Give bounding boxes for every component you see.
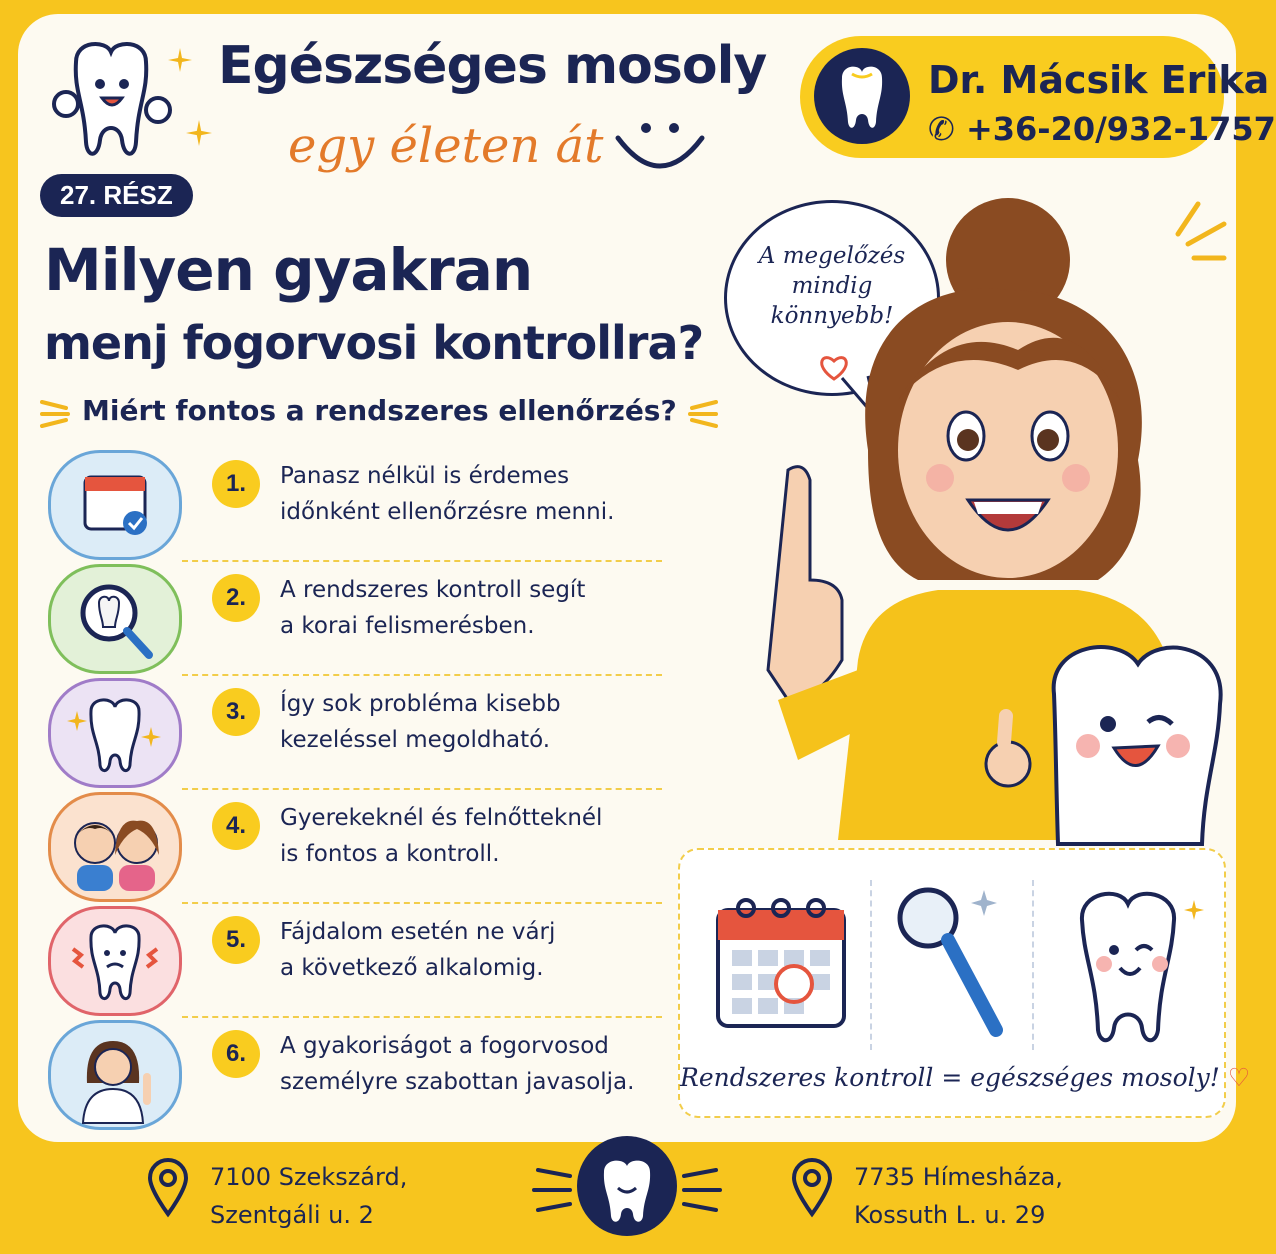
smile-icon [612,114,708,178]
item-text: A gyakoriságot a fogorvosod személyre szabottan javasolja. [280,1033,635,1095]
location-pin-icon [146,1156,190,1216]
emphasis-marks-icon [38,394,74,430]
divider [182,674,662,676]
panel-caption: Rendszeres kontroll = egészséges mosoly! ♡ [680,1063,1251,1092]
sparkle-icon [168,48,192,72]
item-text: Panasz nélkül is érdemes időnként ellenőrzésre menni. [280,463,615,525]
item-text: Gyerekeknél és felnőtteknél is fontos a kontroll. [280,805,603,867]
episode-badge: 27. RÉSZ [40,174,193,217]
item-number: 3. [212,688,260,736]
headline-line-1: Milyen gyakran [44,236,533,304]
phone-icon: ✆ [928,110,966,148]
list-item [42,450,662,562]
list-item [42,564,662,676]
poster-card [18,14,1276,1142]
item-text: Fájdalom esetén ne várj a következő alkalomig. [280,919,556,981]
item-number: 4. [212,802,260,850]
divider [182,560,662,562]
item-number: 5. [212,916,260,964]
footer-logo [530,1130,724,1240]
panel-divider [1032,880,1034,1050]
tooth-mascot-icon [36,32,186,172]
divider [182,788,662,790]
calendar-icon [706,886,856,1036]
winking-tooth-mascot [968,634,1236,844]
item-text: A rendszeres kontroll segít a korai felismerésben. [280,577,586,639]
doctor-name: Dr. Mácsik Erika [928,58,1270,102]
location-pin-icon [790,1156,834,1216]
sparkle-tooth-icon [48,678,182,788]
poster-title: Egészséges mosoly [218,36,767,96]
magnifier-tooth-icon [48,564,182,674]
family-icon [48,792,182,902]
calendar-check-icon [48,450,182,560]
headline-line-2: menj fogorvosi kontrollra? [44,316,704,370]
happy-tooth-icon [1048,880,1208,1050]
speech-bubble-text: A megelőzés mindig könnyebb! [758,243,906,329]
address-szekszard: 7100 Szekszárd, Szentgáli u. 2 [210,1163,408,1229]
summary-panel [678,848,1251,1118]
panel-divider [870,880,872,1050]
emphasis-marks-icon [684,394,720,430]
list-item [42,678,662,790]
sparkle-icon [186,120,212,146]
item-text: Így sok probléma kisebb kezeléssel megoldható. [280,691,561,753]
tooth-logo-icon [814,48,910,144]
list-item [42,1020,662,1132]
phone-number[interactable]: ✆ +36-20/932-1757 [928,110,1276,148]
dental-mirror-icon [886,880,1016,1050]
dentist-icon [48,1020,182,1130]
divider [182,1016,662,1018]
list-item [42,792,662,904]
contact-box [800,36,1276,158]
divider [182,902,662,904]
list-item [42,906,662,1018]
sad-tooth-icon [48,906,182,1016]
heart-icon: ♡ [1227,1063,1251,1092]
item-number: 1. [212,460,260,508]
poster-subtitle: egy életen át [288,118,604,174]
item-number: 6. [212,1030,260,1078]
address-himeshaza: 7735 Hímesháza, Kossuth L. u. 29 [854,1163,1063,1229]
item-number: 2. [212,574,260,622]
headline-question: Miért fontos a rendszeres ellenőrzés? [82,394,677,427]
